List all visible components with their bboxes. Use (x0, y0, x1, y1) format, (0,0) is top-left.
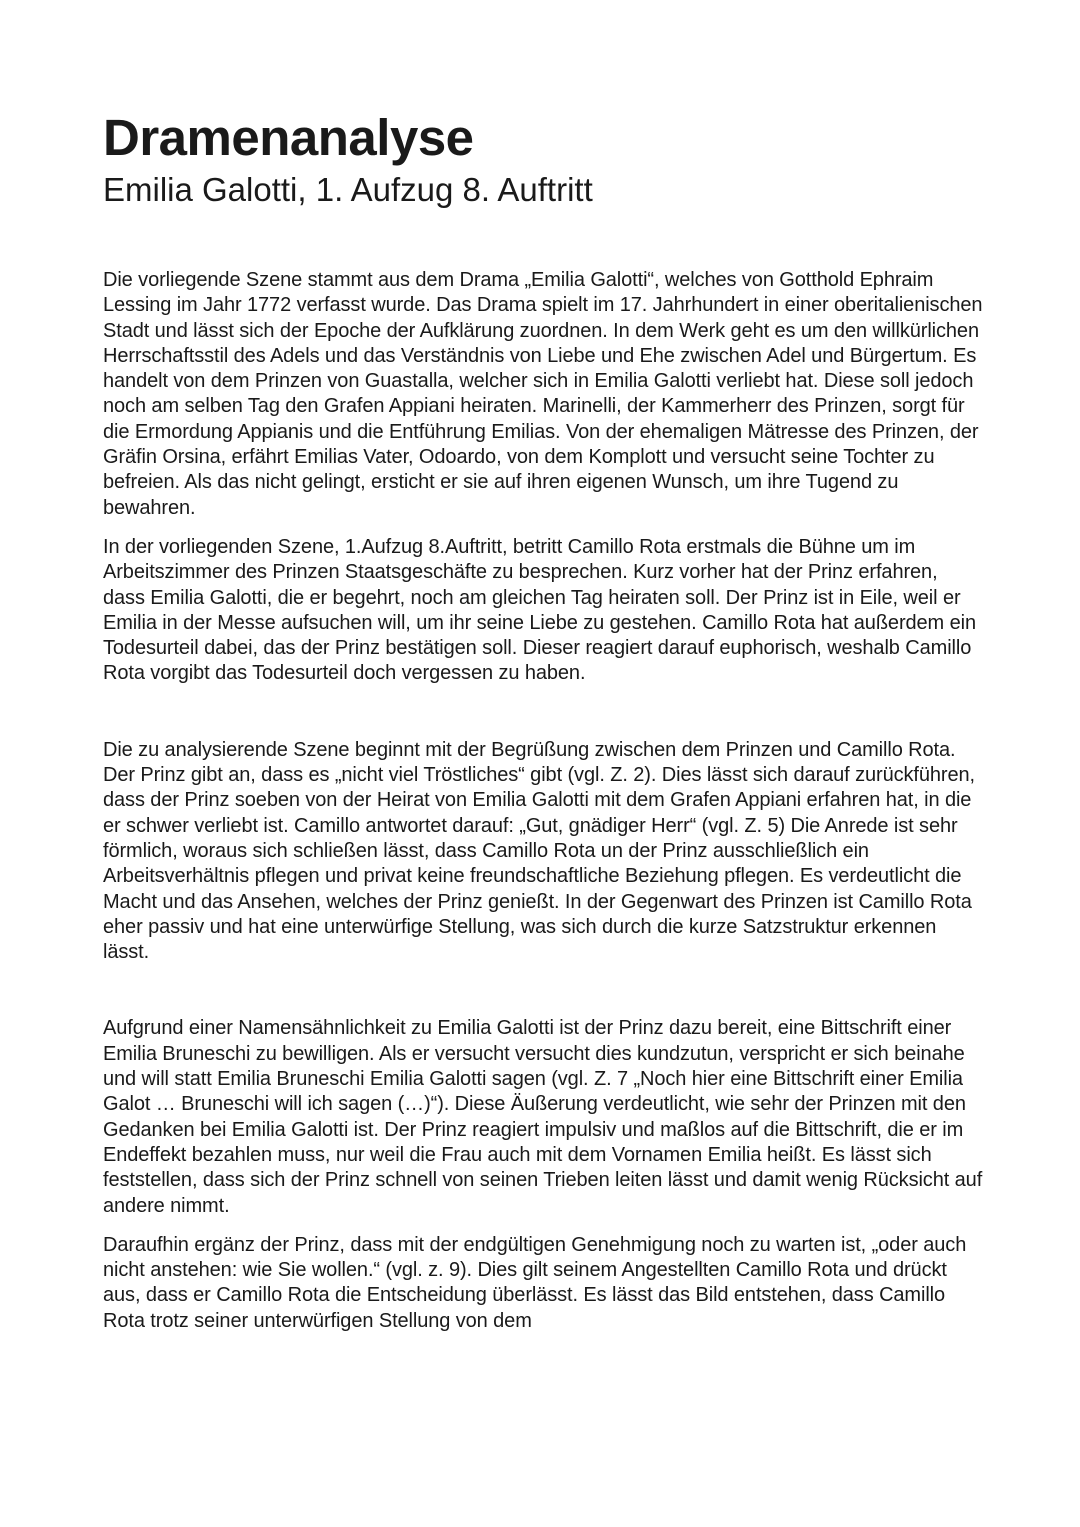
paragraph-analysis-decision: Daraufhin ergänz der Prinz, dass mit der endgültigen Genehmigung noch zu warten ist, „oder auch nicht anstehen: wie Sie wollen.“ (vgl. z. 9). Dies gilt seinem Angestellten Camillo Rota und drückt aus, dass er Camillo Rota die Entscheidung überlässt. Es lässt das Bild entstehen, dass Camillo Rota trotz seiner unterwürfigen Stellung von dem (103, 1233, 967, 1332)
section-spacer (103, 965, 983, 1016)
document-body (103, 268, 983, 1334)
document-title: Dramenanalyse (103, 109, 474, 166)
paragraph-spacer (103, 521, 983, 535)
paragraph-analysis-greeting: Die zu analysierende Szene beginnt mit der Begrüßung zwischen dem Prinzen und Camillo Rota. Der Prinz gibt an, dass es „nicht viel Tröstliches“ gibt (vgl. Z. 2). Dies lässt sich darauf zurückführen, dass der Prinz soeben von der Heirat von Emilia Galotti mit dem Grafen Appiani erfahren hat, in die er schwer verliebt ist. Camillo antwortet darauf: „Gut, gnädiger Herr“ (vgl. Z. 5) Die Anrede ist sehr förmlich, woraus sich schließen lässt, dass Camillo Rota un der Prinz ausschließlich ein Arbeitsverhältnis pflegen und privat keine freundschaftliche Beziehung pflegen. Es verdeutlicht die Macht und das Ansehen, welches der Prinz genießt. In der Gegenwart des Prinzen ist Camillo Rota eher passiv und hat eine unterwürfige Stellung, was sich durch die kurze Satzstruktur erkennen lässt. (103, 738, 975, 964)
document-subtitle: Emilia Galotti, 1. Aufzug 8. Auftritt (103, 171, 593, 208)
paragraph-spacer (103, 1219, 983, 1233)
section-spacer (103, 687, 983, 738)
document-page (103, 108, 983, 1332)
paragraph-introduction: Die vorliegende Szene stammt aus dem Drama „Emilia Galotti“, welches von Gotthold Ephraim Lessing im Jahr 1772 verfasst wurde. Das Drama spielt im 17. Jahrhundert in einer oberitalienischen Stadt und lässt sich der Epoche der Aufklärung zuordnen. In dem Werk geht es um den willkürlichen Herrschaftsstil des Adels und das Verständnis von Liebe und Ehe zwischen Adel und Bürgertum. Es handelt von dem Prinzen von Guastalla, welcher sich in Emilia Galotti verliebt hat. Diese soll jedoch noch am selben Tag den Grafen Appiani heiraten. Marinelli, der Kammerherr des Prinzen, sorgt für die Ermordung Appianis und die Entführung Emilias. Von der ehemaligen Mätresse des Prinzen, der Gräfin Orsina, erfährt Emilias Vater, Odoardo, von dem Komplott und versucht seine Tochter zu befreien. Als das nicht gelingt, ersticht er sie auf ihren eigenen Wunsch, um ihre Tugend zu bewahren. (103, 269, 983, 519)
paragraph-scene-context: In der vorliegenden Szene, 1.Aufzug 8.Auftritt, betritt Camillo Rota erstmals die Bühne um im Arbeitszimmer des Prinzen Staatsgeschäfte zu besprechen. Kurz vorher hat der Prinz erfahren, dass Emilia Galotti, die er begehrt, noch am gleichen Tag heiraten soll. Der Prinz ist in Eile, weil er Emilia in der Messe aufsuchen will, um ihr seine Liebe zu gestehen. Camillo Rota hat außerdem ein Todesurteil dabei, das der Prinz bestätigen soll. Dieser reagiert darauf euphorisch, weshalb Camillo Rota vorgibt das Todesurteil doch vergessen zu haben. (103, 535, 976, 685)
paragraph-analysis-petition: Aufgrund einer Namensähnlichkeit zu Emilia Galotti ist der Prinz dazu bereit, eine Bittschrift einer Emilia Bruneschi zu bewilligen. Als er versucht versucht dies kundzutun, verspricht er sich beinahe und will statt Emilia Bruneschi Emilia Galotti sagen (vgl. Z. 7 „Noch hier eine Bittschrift einer Emilia Galot … Bruneschi will ich sagen (…)“). Diese Äußerung verdeutlicht, wie sehr der Prinzen mit den Gedanken bei Emilia Galotti ist. Der Prinz reagiert impulsiv und maßlos auf die Bittschrift, die er im Endeffekt bezahlen muss, nur weil die Frau auch mit dem Vornamen Emilia heißt. Es lässt sich feststellen, dass sich der Prinz schnell von seinen Trieben leiten lässt und damit wenig Rücksicht auf andere nimmt. (103, 1017, 983, 1217)
